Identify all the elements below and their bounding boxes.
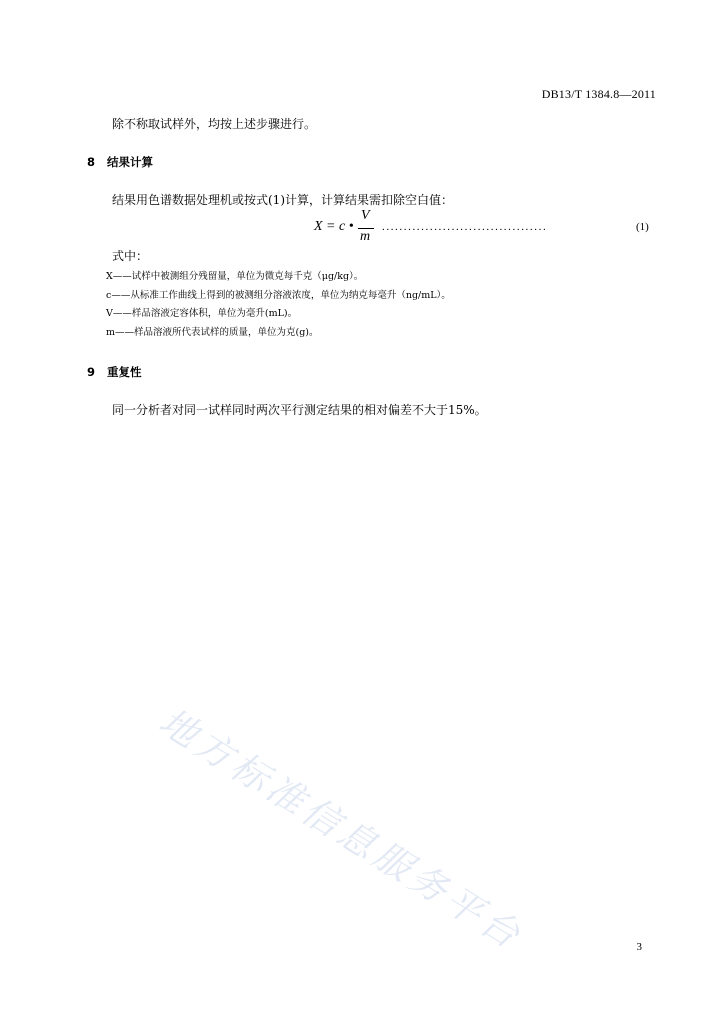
- definition-m: m——样品溶液所代表试样的质量，单位为克(g)。: [106, 327, 319, 338]
- definition-v: V——样品溶液定容体积，单位为毫升(mL)。: [106, 308, 298, 319]
- section-9-body: 同一分析者对同一试样同时两次平行测定结果的相对偏差不大于15%。: [112, 403, 487, 417]
- definition-x: X——试样中被测组分残留量，单位为微克每千克（μg/kg）。: [106, 271, 364, 282]
- section-8-heading: [87, 154, 153, 170]
- section-8-title: 结果计算: [107, 155, 153, 169]
- formula-leader-dots: ......................................: [382, 221, 548, 233]
- page-number: 3: [636, 941, 642, 953]
- document-code: DB13/T 1384.8—2011: [541, 87, 656, 101]
- section-9-title: 重复性: [107, 365, 142, 379]
- section-8-intro: 结果用色谱数据处理机或按式(1)计算，计算结果需扣除空白值：: [112, 193, 454, 207]
- equation-number: (1): [636, 221, 649, 233]
- continuation-paragraph: 除不称取试样外，均按上述步骤进行。: [112, 117, 317, 131]
- formula-numerator: V: [361, 208, 370, 223]
- formula-lhs: X = c •: [314, 219, 354, 234]
- section-8-number: 8: [87, 155, 96, 169]
- where-label: 式中：: [112, 249, 149, 263]
- formula-denominator: m: [360, 229, 371, 244]
- formula-1: [300, 208, 660, 248]
- definition-c: c——从标准工作曲线上得到的被测组分溶液浓度，单位为纳克每毫升（ng/mL）。: [106, 290, 451, 301]
- watermark: 地方标准信息服务平台: [151, 699, 531, 959]
- section-9-heading: [87, 364, 142, 380]
- section-9-number: 9: [87, 365, 96, 379]
